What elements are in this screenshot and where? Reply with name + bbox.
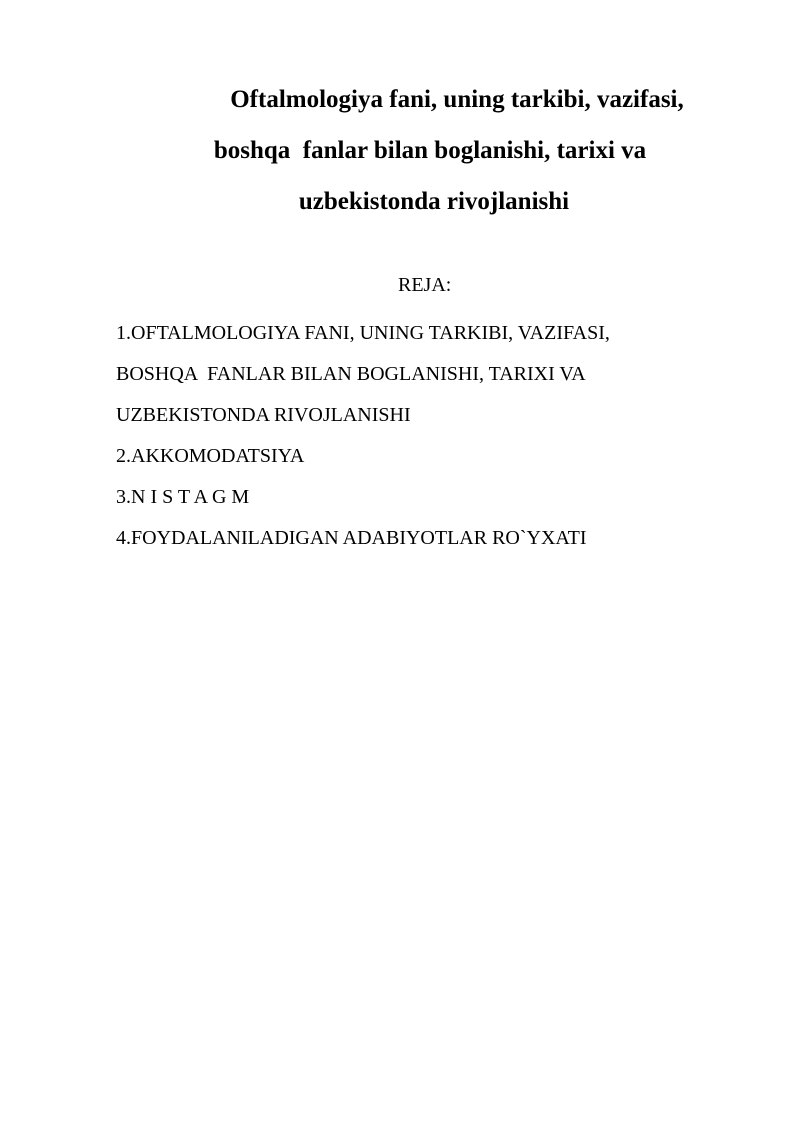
document-title (100, 74, 760, 227)
plan-item: 2.AKKOMODATSIYA (116, 445, 305, 467)
plan-item: 3.N I S T A G M (116, 486, 250, 508)
plan-item: 1.OFTALMOLOGIYA FANI, UNING TARKIBI, VAZIFASI, (116, 322, 610, 344)
plan-list (116, 313, 756, 559)
plan-item-continuation: UZBEKISTONDA RIVOJLANISHI (116, 404, 411, 426)
title-line: boshqa fanlar bilan boglanishi, tarixi va (213, 137, 647, 164)
title-line: Oftalmologiya fani, uning tarkibi, vazifasi, (230, 86, 684, 113)
plan-heading: REJA: (398, 274, 452, 296)
plan-item: 4.FOYDALANILADIGAN ADABIYOTLAR RO`YXATI (116, 527, 587, 549)
title-line: uzbekistonda rivojlanishi (298, 188, 570, 215)
plan-item-continuation: BOSHQA FANLAR BILAN BOGLANISHI, TARIXI VA (116, 363, 586, 385)
